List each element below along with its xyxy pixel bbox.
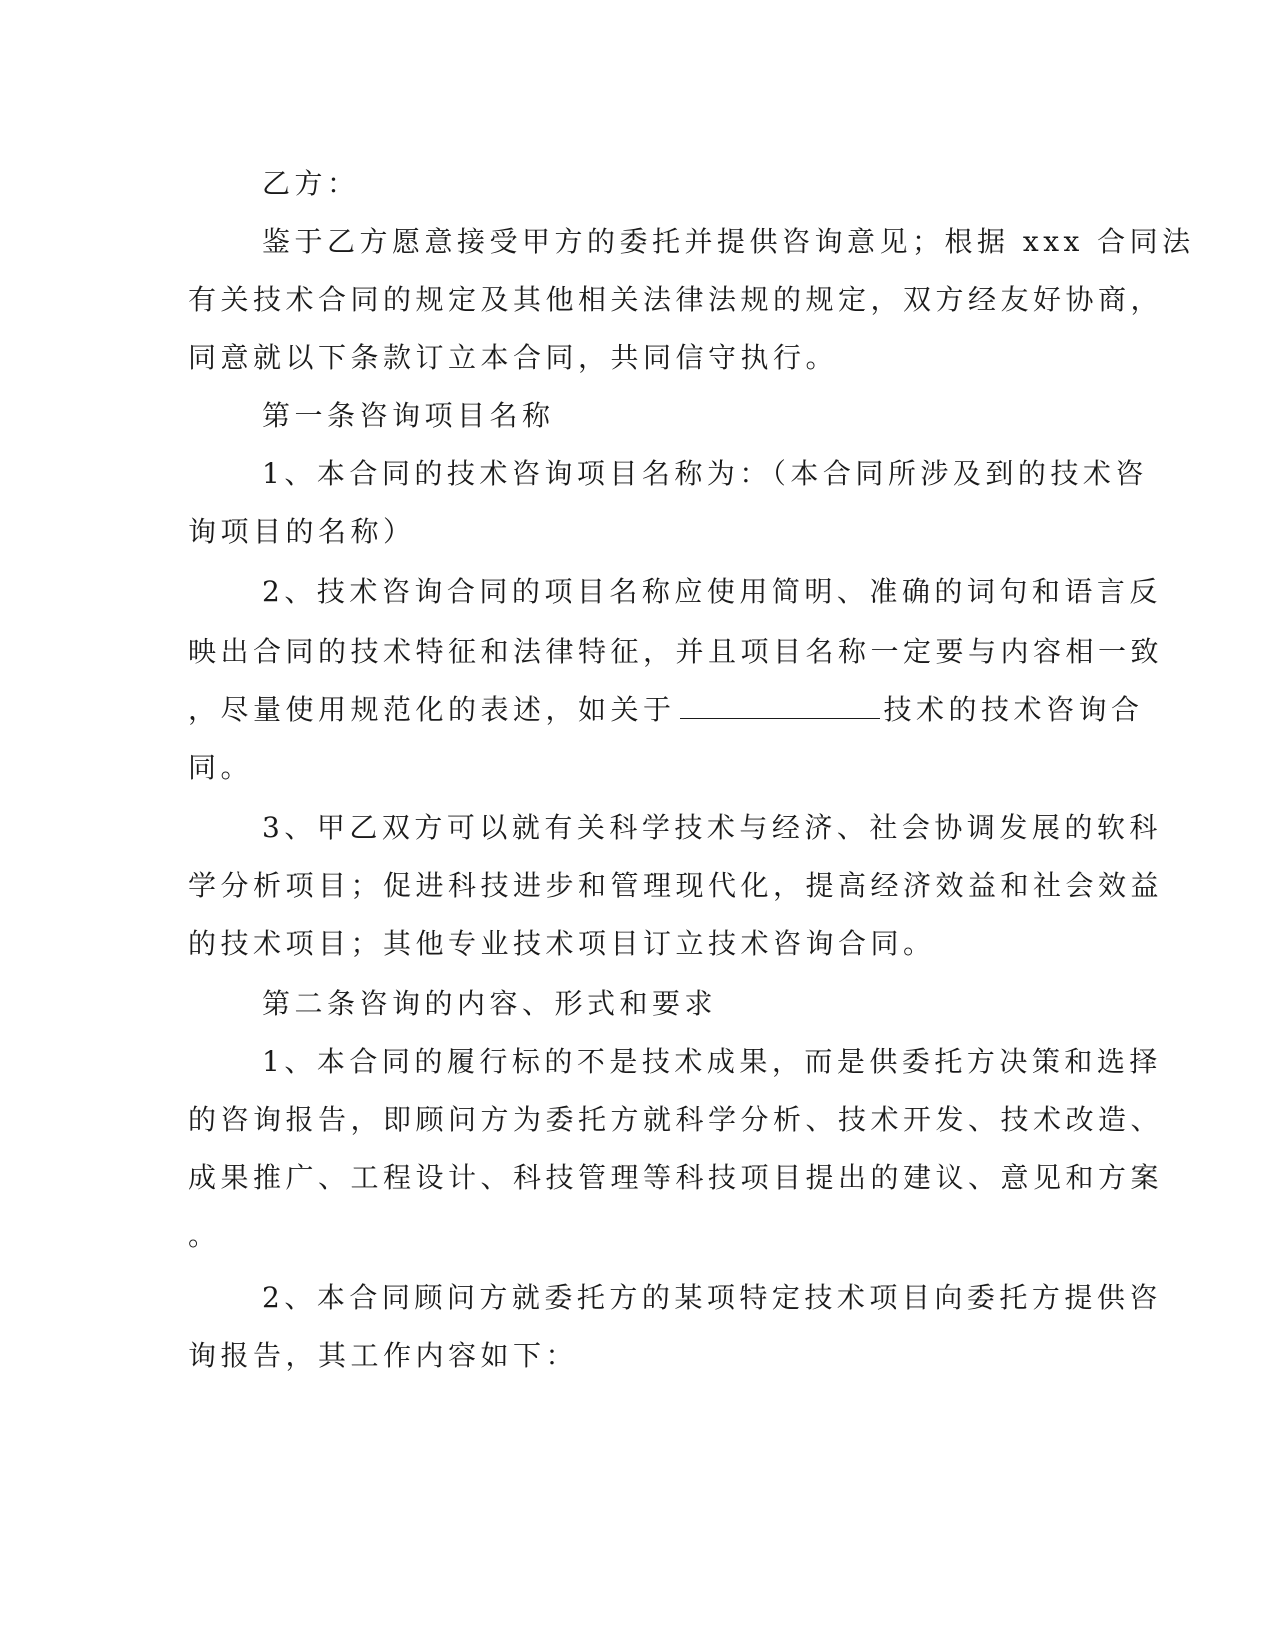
fill-in-blank[interactable] xyxy=(680,692,880,719)
line-text-after-blank: 技术的技术咨询合 xyxy=(883,693,1144,726)
line-text-before-blank: ，尽量使用规范化的表述，如关于 xyxy=(188,693,676,726)
article-2-heading: 第二条咨询的内容、形式和要求 xyxy=(262,987,718,1020)
party-b-label: 乙方： xyxy=(262,167,360,200)
preamble-line-1: 鉴于乙方愿意接受甲方的委托并提供咨询意见；根据 xxx 合同法 xyxy=(262,225,1195,258)
article-1-item-1-line-2: 询项目的名称） xyxy=(188,515,416,548)
article-2-item-1-line-3: 成果推广、工程设计、科技管理等科技项目提出的建议、意见和方案 xyxy=(188,1161,1164,1194)
article-1-item-3-line-1: 3、甲乙双方可以就有关科学技术与经济、社会协调发展的软科 xyxy=(262,811,1162,844)
article-1-item-1-line-1: 1、本合同的技术咨询项目名称为：（本合同所涉及到的技术咨 xyxy=(262,457,1148,490)
article-2-item-2-line-1: 2、本合同顾问方就委托方的某项特定技术项目向委托方提供咨 xyxy=(262,1281,1162,1314)
preamble-line-2: 有关技术合同的规定及其他相关法律法规的规定，双方经友好协商， xyxy=(188,283,1164,316)
article-1-item-2-line-1: 2、技术咨询合同的项目名称应使用简明、准确的词句和语言反 xyxy=(262,575,1162,608)
article-1-item-2-line-3 xyxy=(188,692,1144,728)
article-1-heading: 第一条咨询项目名称 xyxy=(262,399,555,432)
article-2-item-1-line-4: 。 xyxy=(188,1219,221,1252)
article-2-item-1-line-2: 的咨询报告，即顾问方为委托方就科学分析、技术开发、技术改造、 xyxy=(188,1103,1164,1136)
preamble-line-3: 同意就以下条款订立本合同，共同信守执行。 xyxy=(188,341,839,374)
article-1-item-2-line-4: 同。 xyxy=(188,751,254,784)
article-2-item-2-line-2: 询报告，其工作内容如下： xyxy=(188,1339,579,1372)
article-1-item-2-line-2: 映出合同的技术特征和法律特征，并且项目名称一定要与内容相一致 xyxy=(188,635,1164,668)
article-1-item-3-line-2: 学分析项目；促进科技进步和管理现代化，提高经济效益和社会效益 xyxy=(188,869,1164,902)
article-2-item-1-line-1: 1、本合同的履行标的不是技术成果，而是供委托方决策和选择 xyxy=(262,1045,1162,1078)
article-1-item-3-line-3: 的技术项目；其他专业技术项目订立技术咨询合同。 xyxy=(188,927,936,960)
